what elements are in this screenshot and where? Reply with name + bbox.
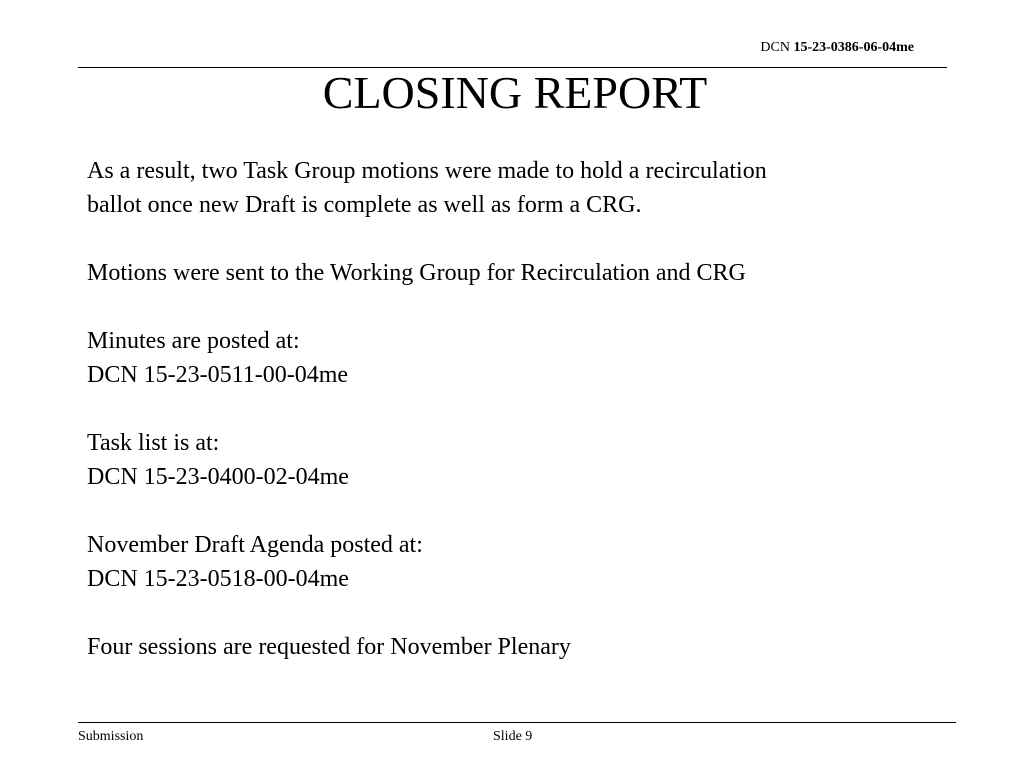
body-line: November Draft Agenda posted at: bbox=[87, 532, 423, 558]
body-line: Motions were sent to the Working Group for Recirculation and CRG bbox=[87, 260, 746, 286]
slide-body bbox=[87, 154, 917, 664]
body-line: Task list is at: bbox=[87, 430, 220, 456]
footer-slide-number: Slide 9 bbox=[493, 729, 533, 744]
task-list-dcn-reference: DCN 15-23-0400-02-04me bbox=[87, 464, 349, 490]
agenda-dcn-reference: DCN 15-23-0518-00-04me bbox=[87, 566, 349, 592]
footer-divider bbox=[78, 722, 956, 723]
paragraph-motions-sent bbox=[87, 256, 917, 290]
header-dcn bbox=[760, 39, 914, 57]
body-line: As a result, two Task Group motions were made to hold a recirculation bbox=[87, 158, 767, 184]
minutes-dcn-reference: DCN 15-23-0511-00-04me bbox=[87, 362, 349, 388]
slide-title: CLOSING REPORT bbox=[322, 67, 708, 118]
body-line: Four sessions are requested for November Plenary bbox=[87, 634, 571, 660]
body-line: ballot once new Draft is complete as well as form a CRG. bbox=[87, 192, 642, 218]
footer-submission: Submission bbox=[78, 729, 144, 744]
paragraph-sessions bbox=[87, 630, 917, 664]
paragraph-agenda bbox=[87, 528, 917, 596]
body-line: Minutes are posted at: bbox=[87, 328, 300, 354]
paragraph-minutes bbox=[87, 324, 917, 392]
paragraph-motions-result bbox=[87, 154, 917, 222]
paragraph-task-list bbox=[87, 426, 917, 494]
dcn-label: DCN bbox=[760, 40, 790, 55]
dcn-number: 15-23-0386-06-04me bbox=[793, 40, 914, 55]
